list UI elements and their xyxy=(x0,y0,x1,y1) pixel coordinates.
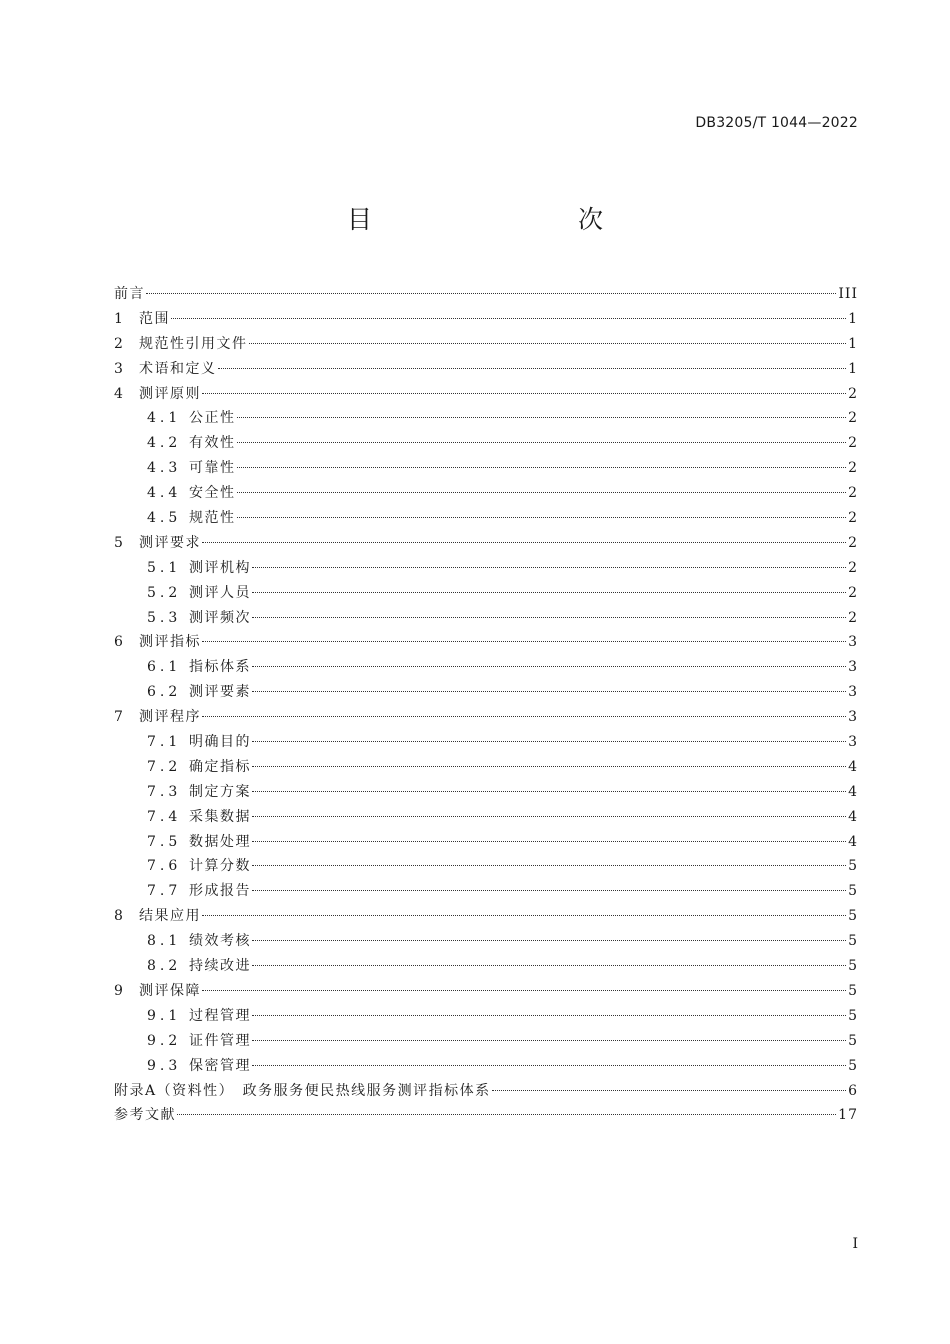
toc-entry-number: 7.2 xyxy=(147,758,182,775)
dot-leader xyxy=(252,940,846,941)
toc-entry-page: 4 xyxy=(848,758,858,775)
toc-entry[interactable] xyxy=(114,1004,858,1029)
toc-entry-page: 4 xyxy=(848,833,858,850)
dot-leader xyxy=(252,1015,846,1016)
toc-entry-title: 制定方案 xyxy=(189,783,251,800)
toc-entry-page: 2 xyxy=(848,559,858,576)
toc-entry-number: 9.3 xyxy=(147,1057,182,1074)
toc-entry-page: III xyxy=(838,286,858,302)
toc-entry-page: 3 xyxy=(848,734,858,751)
toc-entry-title: 测评人员 xyxy=(189,584,251,601)
toc-entry-page: 5 xyxy=(848,858,858,875)
dot-leader xyxy=(202,716,846,717)
toc-entry-title: 持续改进 xyxy=(189,958,251,975)
toc-entry-number: 7.6 xyxy=(147,858,182,875)
toc-entry-page: 3 xyxy=(848,634,858,651)
toc-entry[interactable] xyxy=(114,755,858,780)
toc-entry-title: 绩效考核 xyxy=(189,933,251,950)
dot-leader xyxy=(218,368,847,369)
toc-entry[interactable] xyxy=(114,929,858,954)
dot-leader xyxy=(252,865,846,866)
toc-entry-number: 7.3 xyxy=(147,783,182,800)
toc-entry[interactable] xyxy=(114,630,858,655)
dot-leader xyxy=(249,343,847,344)
dot-leader xyxy=(202,990,846,991)
toc-entry-number: 7.7 xyxy=(147,883,182,900)
toc-entry[interactable] xyxy=(114,506,858,531)
toc-entry-number: 7 xyxy=(114,709,124,726)
toc-entry[interactable] xyxy=(114,531,858,556)
toc-entry[interactable] xyxy=(114,1103,858,1128)
document-code: DB3205/T 1044—2022 xyxy=(695,115,858,131)
toc-entry-page: 5 xyxy=(848,1032,858,1049)
dot-leader xyxy=(202,542,846,543)
toc-entry[interactable] xyxy=(114,879,858,904)
toc-entry[interactable] xyxy=(114,282,858,307)
toc-entry-page: 3 xyxy=(848,709,858,726)
toc-entry-number: 5.2 xyxy=(147,584,182,601)
toc-entry-title: 测评要素 xyxy=(189,684,251,701)
dot-leader xyxy=(252,567,846,568)
toc-entry-number: 4 xyxy=(114,385,124,402)
toc-entry-page: 5 xyxy=(848,1057,858,1074)
toc-entry[interactable] xyxy=(114,581,858,606)
toc-entry-page: 2 xyxy=(848,460,858,477)
dot-leader xyxy=(237,417,847,418)
toc-entry-title: 保密管理 xyxy=(189,1057,251,1074)
toc-entry-title: 测评要求 xyxy=(139,534,201,551)
toc-entry[interactable] xyxy=(114,705,858,730)
toc-entry-number: 8 xyxy=(114,908,124,925)
toc-entry-title: 采集数据 xyxy=(189,808,251,825)
toc-entry-title: 证件管理 xyxy=(189,1032,251,1049)
toc-entry-title: 附录A（资料性） 政务服务便民热线服务测评指标体系 xyxy=(114,1082,491,1099)
dot-leader xyxy=(237,467,847,468)
toc-entry-title: 确定指标 xyxy=(189,758,251,775)
toc-entry-page: 1 xyxy=(848,360,858,377)
toc-entry[interactable] xyxy=(114,357,858,382)
toc-entry-page: 2 xyxy=(848,385,858,402)
toc-entry[interactable] xyxy=(114,332,858,357)
dot-leader xyxy=(252,816,846,817)
toc-entry-page: 17 xyxy=(838,1107,858,1124)
table-of-contents xyxy=(114,282,858,1128)
toc-entry-title: 数据处理 xyxy=(189,833,251,850)
dot-leader xyxy=(492,1090,846,1091)
toc-entry[interactable] xyxy=(114,1079,858,1104)
toc-entry-page: 5 xyxy=(848,958,858,975)
toc-entry-number: 2 xyxy=(114,335,124,352)
toc-entry[interactable] xyxy=(114,406,858,431)
toc-entry[interactable] xyxy=(114,680,858,705)
page-number: I xyxy=(852,1236,858,1252)
toc-entry[interactable] xyxy=(114,780,858,805)
dot-leader xyxy=(252,617,846,618)
dot-leader xyxy=(252,890,846,891)
toc-entry[interactable] xyxy=(114,481,858,506)
toc-entry-page: 4 xyxy=(848,783,858,800)
toc-entry-number: 3 xyxy=(114,360,124,377)
toc-entry-title: 参考文献 xyxy=(114,1107,176,1124)
toc-entry[interactable] xyxy=(114,1029,858,1054)
toc-entry[interactable] xyxy=(114,805,858,830)
toc-entry-number: 9.2 xyxy=(147,1032,182,1049)
toc-entry-title: 结果应用 xyxy=(139,908,201,925)
toc-entry[interactable] xyxy=(114,655,858,680)
toc-entry-number: 4.4 xyxy=(147,485,182,502)
toc-entry-page: 3 xyxy=(848,684,858,701)
dot-leader xyxy=(252,691,846,692)
toc-entry-number: 7.4 xyxy=(147,808,182,825)
dot-leader xyxy=(252,741,846,742)
toc-entry-title: 过程管理 xyxy=(189,1007,251,1024)
toc-entry-page: 5 xyxy=(848,982,858,999)
dot-leader xyxy=(252,592,846,593)
toc-entry-number: 4.3 xyxy=(147,460,182,477)
dot-leader xyxy=(202,393,846,394)
toc-entry-number: 8.2 xyxy=(147,958,182,975)
toc-entry[interactable] xyxy=(114,904,858,929)
dot-leader xyxy=(237,517,847,518)
toc-entry-page: 5 xyxy=(848,933,858,950)
dot-leader xyxy=(237,442,847,443)
toc-entry-page: 5 xyxy=(848,908,858,925)
page-title: 目 次 xyxy=(346,205,655,234)
toc-entry-title: 前言 xyxy=(114,286,145,302)
toc-entry-page: 4 xyxy=(848,808,858,825)
toc-entry-number: 7.5 xyxy=(147,833,182,850)
toc-entry-title: 安全性 xyxy=(189,485,236,502)
toc-entry-title: 有效性 xyxy=(189,435,236,452)
toc-entry-number: 4.5 xyxy=(147,510,182,527)
dot-leader xyxy=(252,791,846,792)
toc-entry-page: 2 xyxy=(848,609,858,626)
toc-entry-number: 1 xyxy=(114,310,124,327)
toc-entry-number: 8.1 xyxy=(147,933,182,950)
dot-leader xyxy=(252,666,846,667)
toc-entry-title: 测评频次 xyxy=(189,609,251,626)
toc-entry-page: 1 xyxy=(848,310,858,327)
toc-entry-title: 可靠性 xyxy=(189,460,236,477)
toc-entry-title: 公正性 xyxy=(189,410,236,427)
toc-entry[interactable] xyxy=(114,431,858,456)
toc-entry-page: 2 xyxy=(848,435,858,452)
toc-entry-title: 指标体系 xyxy=(189,659,251,676)
toc-entry-page: 2 xyxy=(848,584,858,601)
toc-entry-page: 2 xyxy=(848,485,858,502)
dot-leader xyxy=(237,492,847,493)
dot-leader xyxy=(146,293,836,294)
toc-entry-title: 规范性 xyxy=(189,510,236,527)
toc-entry[interactable] xyxy=(114,556,858,581)
toc-entry-number: 6 xyxy=(114,634,124,651)
toc-entry[interactable] xyxy=(114,307,858,332)
toc-entry-number: 9 xyxy=(114,982,124,999)
toc-entry[interactable] xyxy=(114,456,858,481)
toc-entry-title: 明确目的 xyxy=(189,734,251,751)
toc-entry-number: 4.2 xyxy=(147,435,182,452)
toc-entry-page: 5 xyxy=(848,1007,858,1024)
dot-leader xyxy=(202,641,846,642)
toc-entry-page: 5 xyxy=(848,883,858,900)
toc-entry-title: 范围 xyxy=(139,310,170,327)
toc-entry-page: 1 xyxy=(848,335,858,352)
dot-leader xyxy=(202,915,846,916)
toc-entry-number: 5.1 xyxy=(147,559,182,576)
toc-entry-title: 计算分数 xyxy=(189,858,251,875)
toc-entry-number: 5 xyxy=(114,534,124,551)
toc-entry-number: 6.1 xyxy=(147,659,182,676)
toc-entry-title: 测评指标 xyxy=(139,634,201,651)
toc-entry-number: 9.1 xyxy=(147,1007,182,1024)
toc-entry-page: 6 xyxy=(848,1082,858,1099)
toc-entry-title: 形成报告 xyxy=(189,883,251,900)
dot-leader xyxy=(171,318,846,319)
toc-entry-title: 测评保障 xyxy=(139,982,201,999)
dot-leader xyxy=(177,1114,836,1115)
toc-entry[interactable] xyxy=(114,954,858,979)
toc-entry-number: 5.3 xyxy=(147,609,182,626)
toc-entry-title: 测评原则 xyxy=(139,385,201,402)
toc-entry-page: 2 xyxy=(848,510,858,527)
toc-entry-title: 术语和定义 xyxy=(139,360,217,377)
dot-leader xyxy=(252,841,846,842)
dot-leader xyxy=(252,766,846,767)
toc-entry-number: 6.2 xyxy=(147,684,182,701)
toc-entry[interactable] xyxy=(114,979,858,1004)
toc-entry-number: 4.1 xyxy=(147,410,182,427)
toc-entry[interactable] xyxy=(114,606,858,631)
dot-leader xyxy=(252,1040,846,1041)
toc-entry[interactable] xyxy=(114,854,858,879)
toc-entry-title: 测评程序 xyxy=(139,709,201,726)
dot-leader xyxy=(252,1065,846,1066)
toc-entry[interactable] xyxy=(114,1054,858,1079)
toc-entry[interactable] xyxy=(114,730,858,755)
toc-entry-page: 2 xyxy=(848,534,858,551)
toc-entry-number: 7.1 xyxy=(147,734,182,751)
toc-entry-page: 2 xyxy=(848,410,858,427)
toc-entry-page: 3 xyxy=(848,659,858,676)
toc-entry[interactable] xyxy=(114,830,858,855)
dot-leader xyxy=(252,965,846,966)
toc-entry[interactable] xyxy=(114,382,858,407)
toc-entry-title: 规范性引用文件 xyxy=(139,335,248,352)
toc-entry-title: 测评机构 xyxy=(189,559,251,576)
